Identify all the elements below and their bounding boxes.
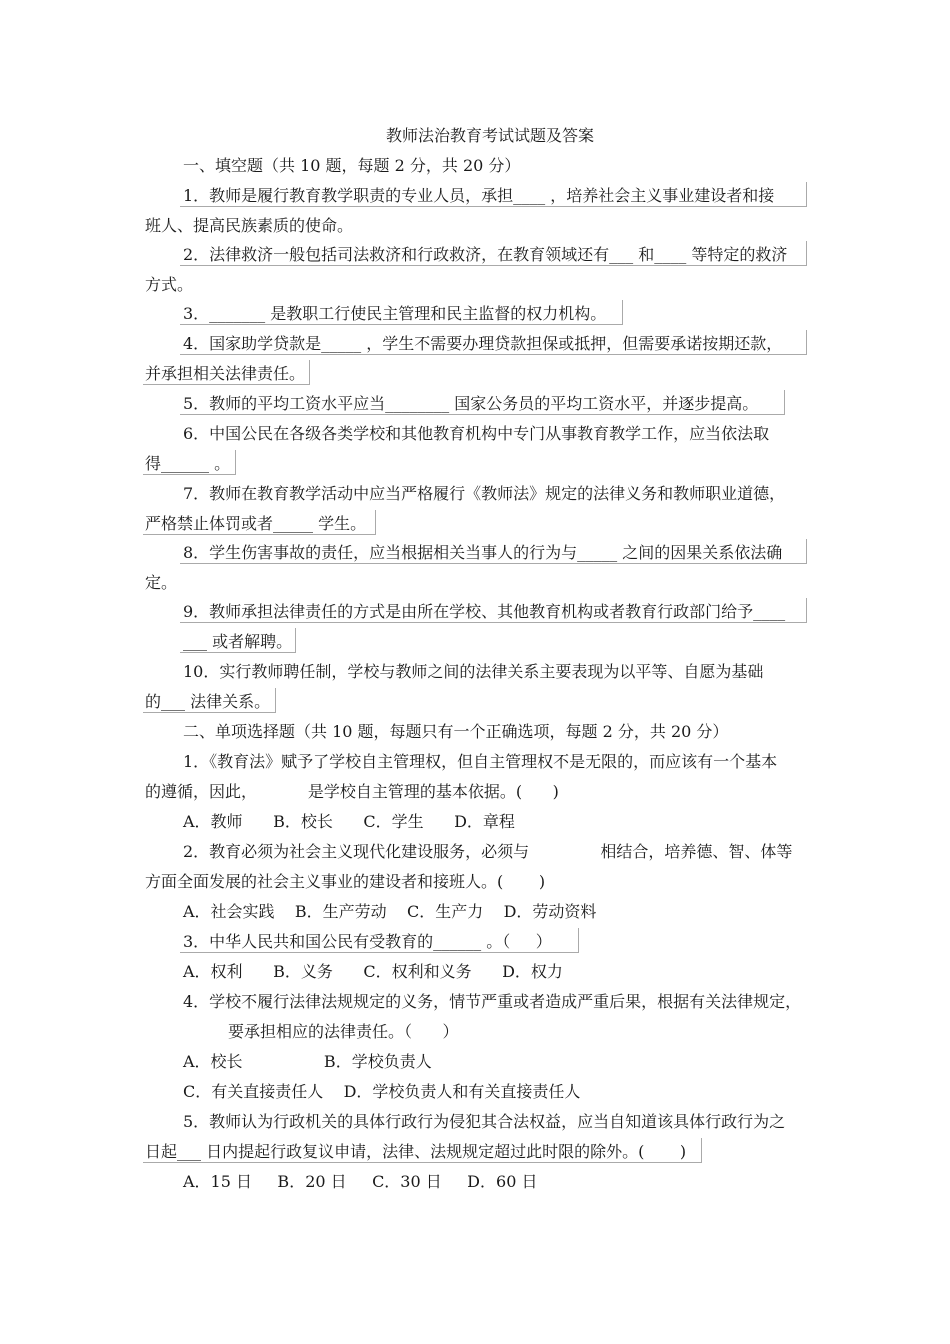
answer-options: A．权利 B．义务 C．权利和义务 D．权力 <box>183 962 563 981</box>
question-line: 方面全面发展的社会主义事业的建设者和接班人。( ) <box>145 872 546 891</box>
section-heading-single-choice: 二、单项选择题（共 10 题，每题只有一个正确选项，每题 2 分，共 20 分） <box>183 722 729 741</box>
question-line: 并承担相关法律责任。 <box>145 364 306 383</box>
question-line: 7．教师在教育教学活动中应当严格履行《教师法》规定的法律义务和教师职业道德， <box>183 484 786 503</box>
question-line: 班人、提高民族素质的使命。 <box>145 216 354 235</box>
section-heading-fill-blank: 一、填空题（共 10 题，每题 2 分，共 20 分） <box>183 156 521 175</box>
question-line: 9．教师承担法律责任的方式是由所在学校、其他教育机构或者教育行政部门给予____ <box>183 602 786 621</box>
question-line: 1．《教育法》赋予了学校自主管理权，但自主管理权不是无限的，而应该有一个基本 <box>183 752 778 771</box>
question-line: 2．教育必须为社会主义现代化建设服务，必须与 相结合，培养德、智、体等 <box>183 842 793 861</box>
question-line: 8．学生伤害事故的责任，应当根据相关当事人的行为与_____ 之间的因果关系依法确 <box>183 543 783 562</box>
question-line: 要承担相应的法律责任。（ ） <box>228 1022 459 1041</box>
question-line: 4．国家助学贷款是_____ ，学生不需要办理贷款担保或抵押，但需要承诺按期还款， <box>183 334 783 353</box>
question-line: 5．教师认为行政机关的具体行政行为侵犯其合法权益，应当自知道该具体行政行为之 <box>183 1112 786 1131</box>
answer-options: A．教师 B．校长 C．学生 D．章程 <box>183 812 515 831</box>
question-line: 方式。 <box>145 275 194 294</box>
question-line: 日起___ 日内提起行政复议申请，法律、法规规定超过此时限的除外。( ) <box>145 1142 687 1161</box>
answer-options: A．15 日 B．20 日 C．30 日 D．60 日 <box>183 1172 538 1191</box>
question-line: 的___ 法律关系。 <box>145 692 271 711</box>
answer-options: A．社会实践 B．生产劳动 C．生产力 D．劳动资料 <box>183 902 597 921</box>
question-line: ___ 或者解聘。 <box>183 632 293 651</box>
question-line: 10．实行教师聘任制，学校与教师之间的法律关系主要表现为以平等、自愿为基础 <box>183 662 764 681</box>
question-line: 2．法律救济一般包括司法救济和行政救济，在教育领域还有___ 和____ 等特定的救济 <box>183 245 788 264</box>
question-line: 严格禁止体罚或者_____ 学生。 <box>145 514 367 533</box>
question-line: 得______ 。 <box>145 454 231 473</box>
page-title: 教师法治教育考试试题及答案 <box>386 126 595 145</box>
question-line: 1．教师是履行教育教学职责的专业人员，承担____ ，培养社会主义事业建设者和接 <box>183 186 775 205</box>
answer-options: A．校长 B．学校负责人 <box>183 1052 432 1071</box>
question-line: 3．_______ 是教职工行使民主管理和民主监督的权力机构。 <box>183 304 607 323</box>
answer-options: C．有关直接责任人 D．学校负责人和有关直接责任人 <box>183 1082 581 1101</box>
question-line: 定。 <box>145 573 178 592</box>
question-line: 6．中国公民在各级各类学校和其他教育机构中专门从事教育教学工作，应当依法取 <box>183 424 770 443</box>
question-line: 的遵循，因此， 是学校自主管理的基本依据。( ) <box>145 782 559 801</box>
question-line: 5．教师的平均工资水平应当________ 国家公务员的平均工资水平，并逐步提高。 <box>183 394 759 413</box>
question-line: 4．学校不履行法律法规规定的义务，情节严重或者造成严重后果，根据有关法律规定， <box>183 992 802 1011</box>
question-line: 3．中华人民共和国公民有受教育的______ 。（ ） <box>183 932 552 951</box>
